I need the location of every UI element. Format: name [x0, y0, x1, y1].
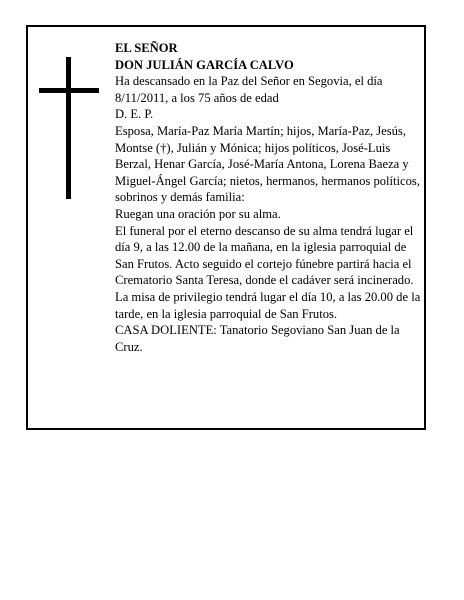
cross-vertical-bar: [66, 57, 71, 199]
mass-details: La misa de privilegio tendrá lugar el día 10, a las 20.00 de la tarde, en la iglesia parroquial de San Frutos.: [115, 289, 421, 321]
deceased-name: DON JULIÁN GARCÍA CALVO: [115, 57, 294, 72]
mourning-house: CASA DOLIENTE: Tanatorio Segoviano San Juan de la Cruz.: [115, 323, 400, 354]
prayer-request: Ruegan una oración por su alma.: [115, 206, 281, 221]
family-list: Esposa, María-Paz María Martín; hijos, María-Paz, Jesús, Montse (†), Julián y Mónica; hijos políticos, José-Luis Berzal, Henar García, José-María Antona, Lorena Baeza y Miguel-Ángel García; nietos, hermanos, hermanos políticos, sobrinos y demás familia:: [115, 123, 420, 205]
cross-icon: [39, 57, 99, 199]
cross-horizontal-bar: [39, 88, 99, 93]
obituary-notice: [26, 25, 426, 430]
rip-line: D. E. P.: [115, 107, 154, 122]
funeral-details: El funeral por el eterno descanso de su alma tendrá lugar el día 9, a las 12.00 de la mañana, en la iglesia parroquial de San Frutos. Acto seguido el cortejo fúnebre partirá hacia el Crematorio Santa Teresa, donde el cadáver será incinerado.: [115, 223, 414, 288]
notice-text: [115, 40, 425, 355]
title-line-1: EL SEÑOR: [115, 41, 178, 55]
death-statement: Ha descansado en la Paz del Señor en Segovia, el día 8/11/2011, a los 75 años de edad: [115, 74, 383, 105]
